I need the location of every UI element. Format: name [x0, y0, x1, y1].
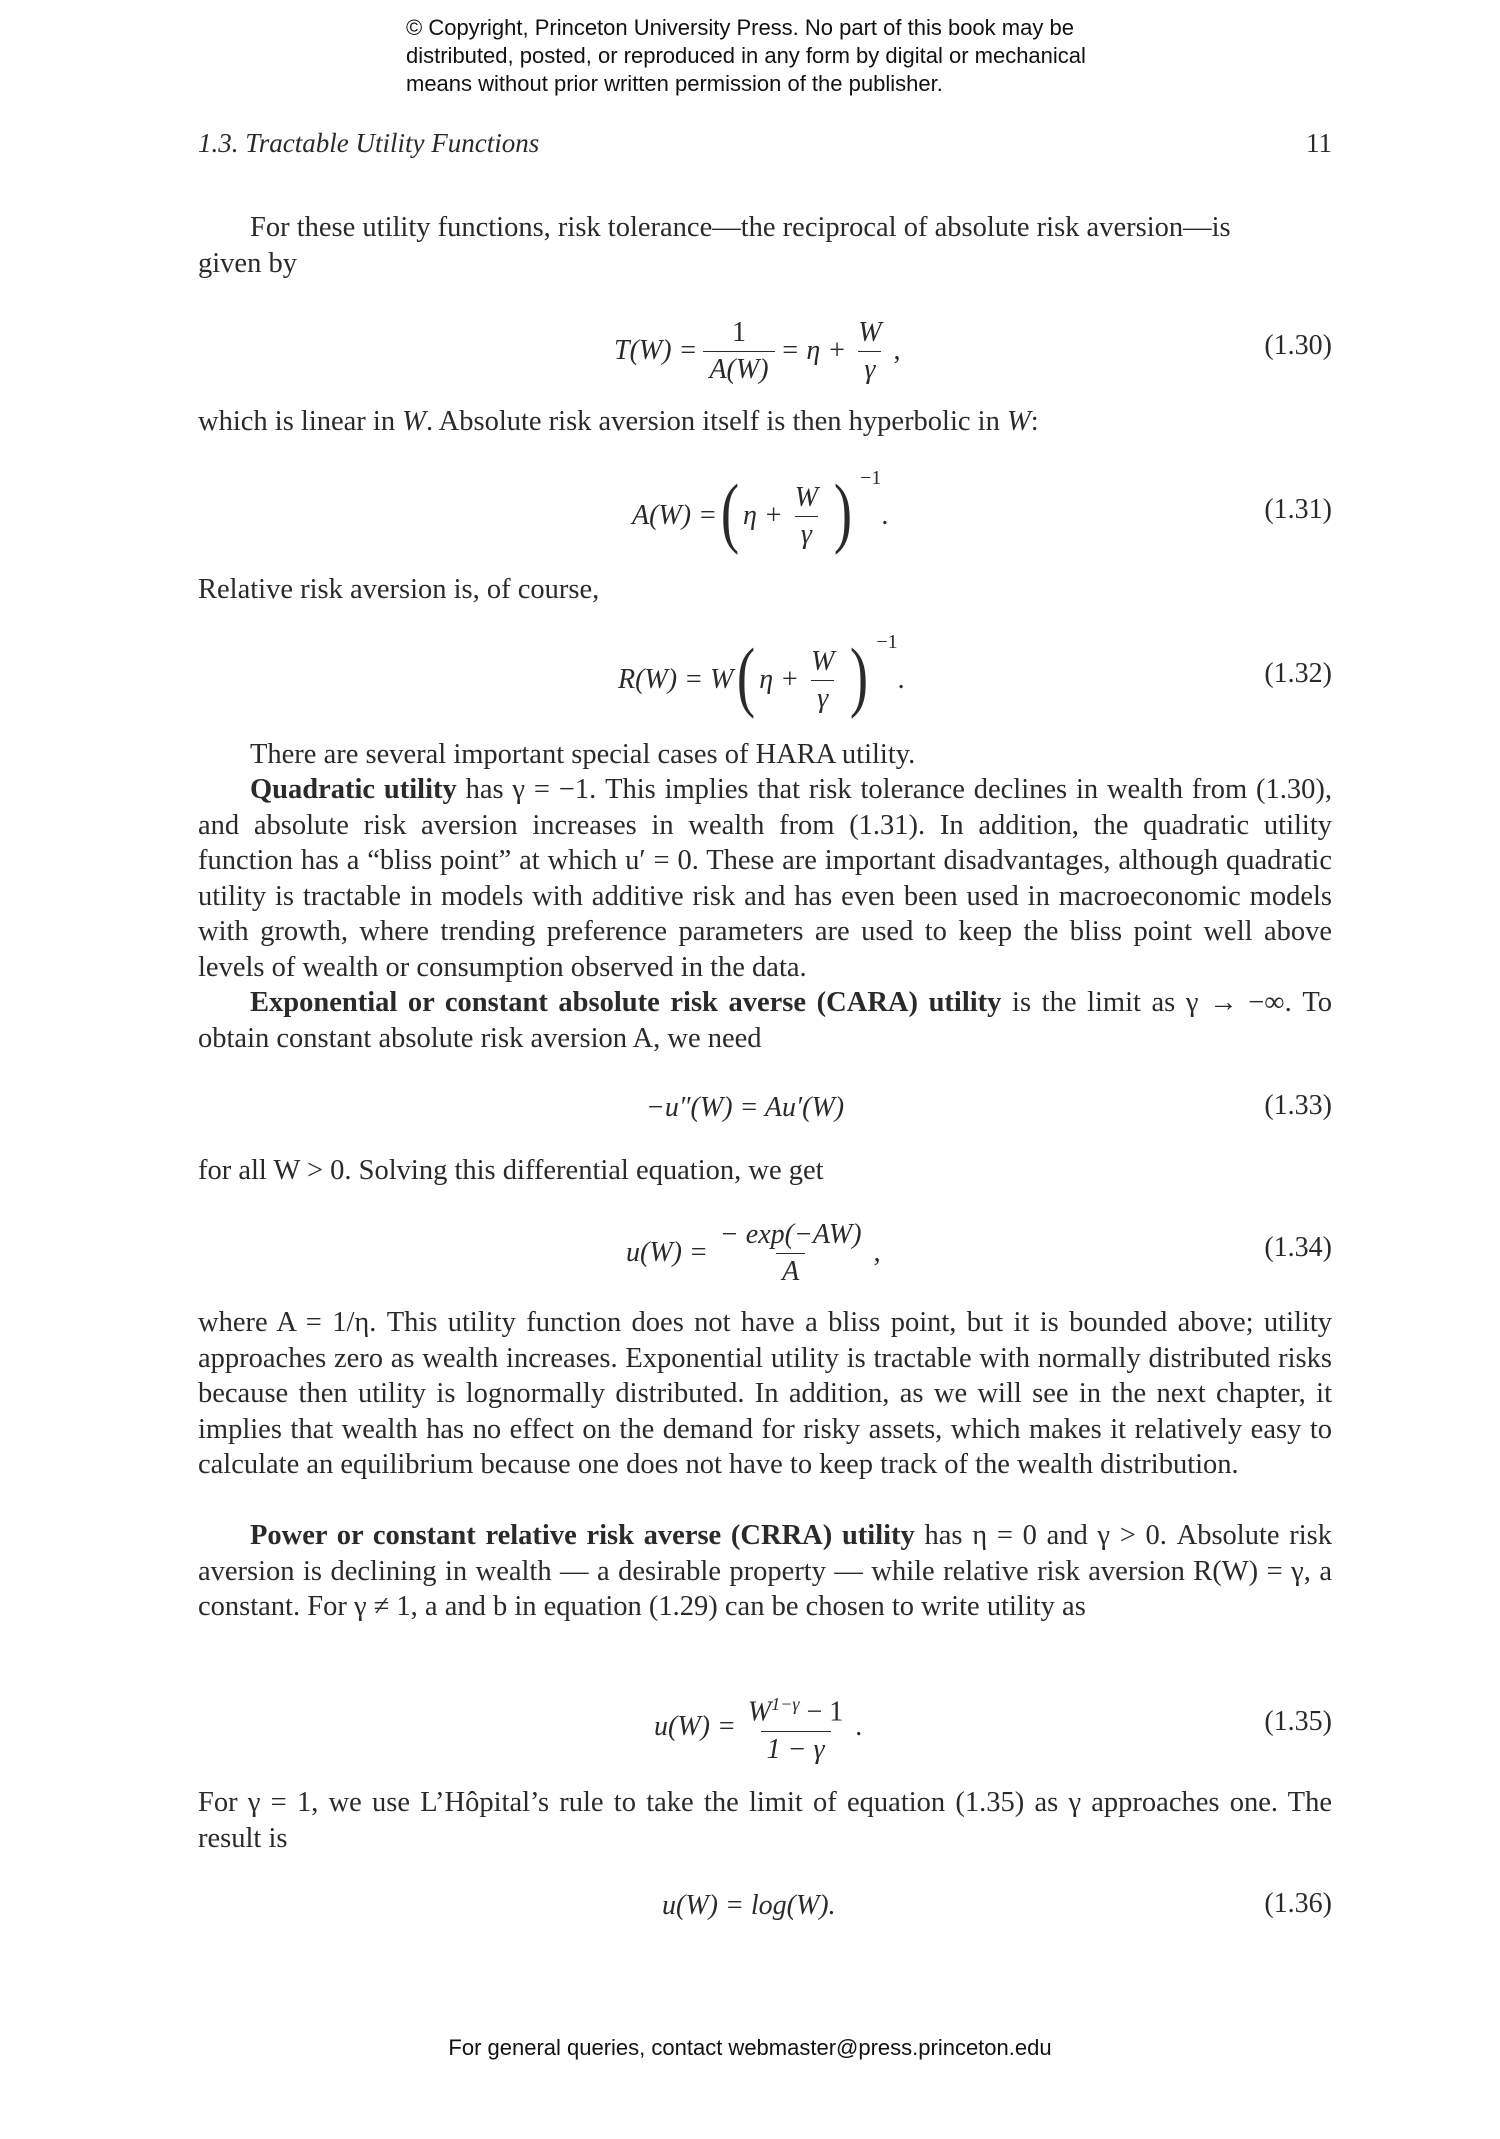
paragraph: for all W > 0. Solving this differential equation, we get [198, 1155, 824, 1186]
bold-term: Quadratic utility [250, 774, 457, 805]
paragraph [198, 210, 1332, 281]
bold-term: Exponential or constant absolute risk averse (CARA) utility [250, 987, 1002, 1018]
equation-number: (1.33) [1264, 1090, 1332, 1121]
paragraph: For γ = 1, we use L’Hôpital’s rule to take the limit of equation (1.35) as γ approaches one. The result is [198, 1787, 1332, 1854]
text-run: : [1030, 406, 1039, 437]
equation-body: u(W) = log(W). [662, 1890, 836, 1921]
equation-1-35 [198, 1682, 1332, 1772]
right-parenthesis: ) [833, 468, 853, 555]
equation-punctuation: , [873, 1237, 881, 1268]
equation-term: η + [759, 664, 800, 695]
copyright-line: © Copyright, Princeton University Press. No part of this book may be [406, 15, 1074, 40]
copyright-line: means without prior written permission of the publisher. [406, 71, 943, 96]
equation-number: (1.30) [1264, 330, 1332, 361]
paragraph [198, 772, 1332, 985]
equation-1-33 [198, 1088, 1332, 1128]
left-parenthesis: ( [737, 632, 756, 719]
equation-punctuation: . [881, 500, 889, 531]
equation-1-36 [198, 1886, 1332, 1926]
fraction-numerator: 1 [731, 316, 746, 348]
math-variable: W [402, 406, 426, 437]
copyright-notice [406, 14, 1206, 98]
equation-1-32 [198, 630, 1332, 730]
fraction-numerator: − exp(−AW) [719, 1218, 862, 1250]
fraction [805, 646, 840, 715]
equation-lhs: u(W) = [654, 1711, 736, 1742]
text-run: has η = 0 and γ > 0. Absolute risk aversion is declining in wealth — a desirable property — while relative risk aversion R(W) = γ, a constant. For γ ≠ 1, a and b in equation (1.29) can be chosen to write utility as [198, 1520, 1332, 1622]
equation-number: (1.34) [1264, 1232, 1332, 1263]
fraction [714, 1219, 868, 1288]
exponent: −1 [860, 466, 882, 489]
exponent: −1 [876, 630, 898, 653]
right-parenthesis: ) [850, 632, 869, 719]
section-title: 1.3. Tractable Utility Functions [198, 128, 540, 158]
fraction-numerator: W [811, 645, 835, 677]
equation-number: (1.31) [1264, 494, 1332, 525]
equation-number: (1.35) [1264, 1706, 1332, 1737]
equation-number: (1.36) [1264, 1888, 1332, 1919]
bold-term: Power or constant relative risk averse (CRRA) utility [250, 1520, 915, 1551]
paragraph [198, 1518, 1332, 1625]
footer-contact: For general queries, contact webmaster@press.princeton.edu [448, 2035, 1052, 2060]
fraction-denominator: γ [811, 680, 834, 715]
fraction-denominator: γ [858, 351, 881, 386]
paragraph-line: For these utility functions, risk tolerance—the reciprocal of absolute risk aversion—is [250, 212, 1231, 243]
equation-number: (1.32) [1264, 658, 1332, 689]
paragraph: There are several important special cases of HARA utility. [250, 739, 916, 770]
fraction [852, 317, 887, 386]
equation-1-30 [198, 306, 1332, 396]
equation-term: = η + [780, 335, 847, 366]
equation-lhs: R(W) = W [618, 664, 734, 695]
math-variable: W [1006, 406, 1031, 437]
equation-punctuation: . [897, 664, 905, 695]
equation-lhs: A(W) = [632, 500, 717, 531]
numerator-rest: − 1 [799, 1696, 844, 1728]
equation-1-31 [198, 466, 1332, 566]
equation-1-34 [198, 1208, 1332, 1298]
paragraph [198, 404, 1332, 440]
text-run: which is linear in [198, 406, 403, 437]
equation-punctuation: . [855, 1711, 863, 1742]
fraction [789, 482, 824, 551]
text-run: has γ = −1. This implies that risk tolerance declines in wealth from (1.30), and absolute risk aversion increases in wealth from (1.31). In addition, the quadratic utility function has a “bliss point” at which u′ = 0. These are important disadvantages, although quadratic utility is tractable in models with additive risk and has even been used in macroeconomic models with growth, where trending preference parameters are used to keep the bliss point well above levels of wealth or consumption observed in the data. [198, 774, 1332, 983]
text-run: is the limit as γ → −∞. To obtain constant absolute risk aversion A, we need [198, 987, 1333, 1054]
paragraph [198, 985, 1332, 1056]
fraction [742, 1688, 849, 1765]
fraction-denominator: 1 − γ [761, 1731, 831, 1766]
page-number: 11 [1306, 128, 1332, 158]
fraction [703, 317, 774, 386]
fraction-denominator: γ [795, 516, 818, 551]
running-head [198, 128, 1332, 168]
fraction-denominator: A(W) [703, 351, 774, 386]
equation-lhs: u(W) = [626, 1237, 708, 1268]
equation-punctuation: , [893, 335, 901, 366]
copyright-line: distributed, posted, or reproduced in any form by digital or mechanical [406, 43, 1086, 68]
paragraph: Relative risk aversion is, of course, [198, 574, 600, 605]
equation-term: η + [742, 500, 783, 531]
left-parenthesis: ( [720, 468, 740, 555]
fraction-numerator [742, 1688, 849, 1730]
fraction-numerator: W [858, 316, 882, 348]
equation-body: −u″(W) = Au′(W) [646, 1092, 845, 1123]
power-exponent: 1−γ [771, 1694, 800, 1715]
fraction-denominator: A [776, 1253, 805, 1288]
paragraph: where A = 1/η. This utility function does not have a bliss point, but it is bounded above; utility approaches zero as wealth increases. Exponential utility is tractable with normally distributed risks because then utility is lognormally distributed. In addition, as we will see in the next chapter, it implies that wealth has no effect on the demand for risky assets, which makes it relatively easy to calculate an equilibrium because one does not have to keep track of the wealth distribution. [198, 1307, 1332, 1480]
paragraph-line: given by [198, 247, 297, 279]
text-run: . Absolute risk aversion itself is then hyperbolic in [425, 406, 1007, 437]
fraction-numerator: W [794, 481, 819, 513]
power-base: W [747, 1696, 772, 1728]
equation-lhs: T(W) = [614, 335, 698, 366]
